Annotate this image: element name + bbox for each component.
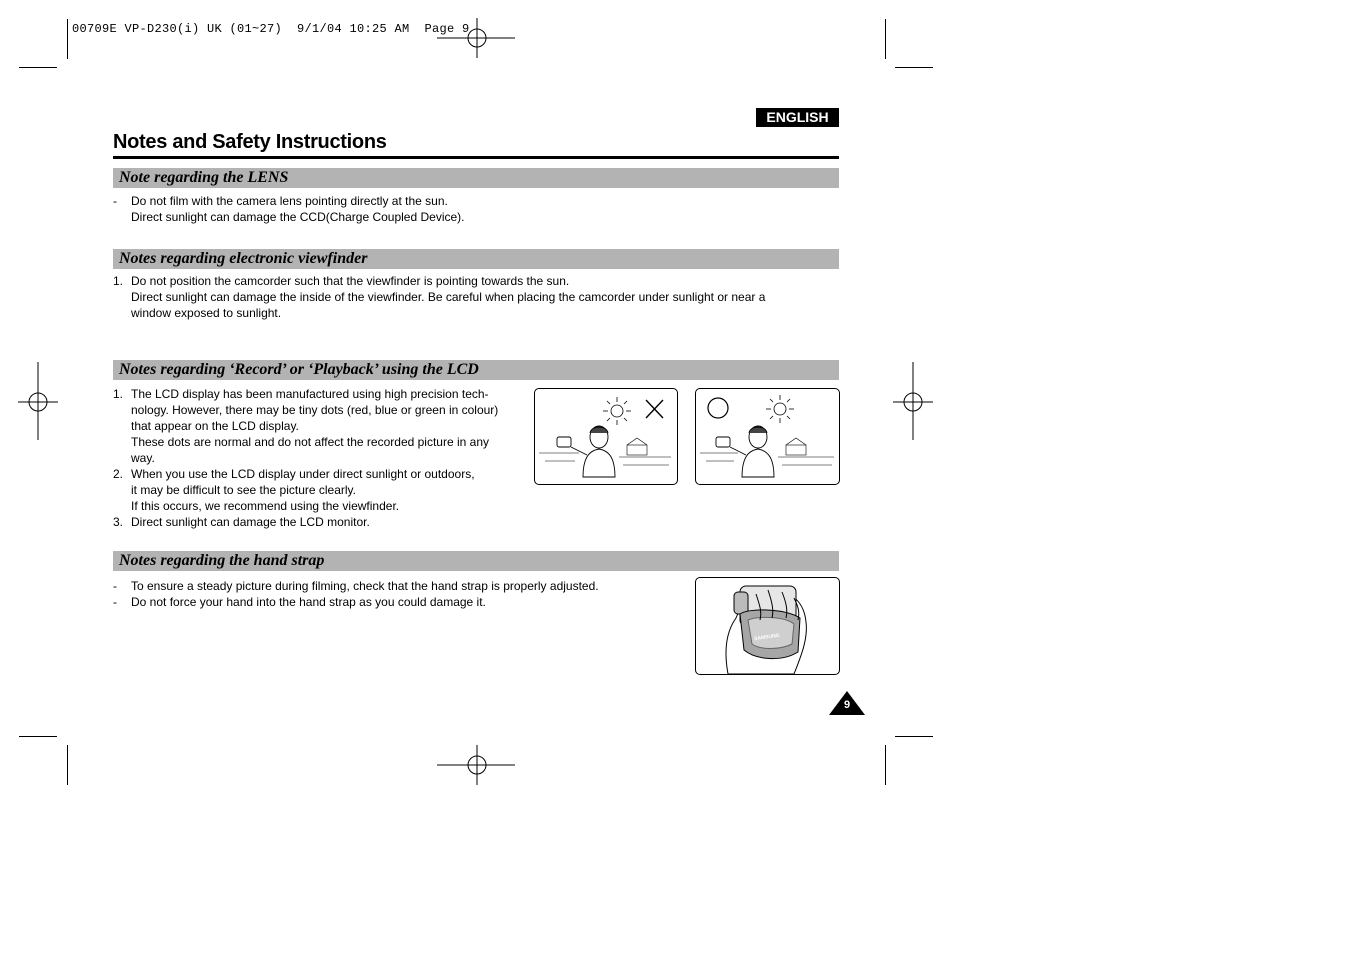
list-marker: - [113,194,117,208]
section-heading-viewfinder [113,249,839,269]
list-item [113,514,533,530]
sun-user-scene-illustration [535,389,677,484]
person-with-camcorder-icon [716,426,774,477]
list-item [113,386,533,466]
title-rule [113,156,839,159]
section-heading-lcd [113,360,839,380]
crop-mark [19,736,57,737]
text-line: that appear on the LCD display. [131,419,299,433]
text-line: Direct sunlight can damage the LCD monitor. [131,515,370,529]
list-marker: 3. [113,515,124,529]
registration-mark-left [18,362,58,442]
illustration-hand-strap [695,577,840,675]
section-heading-text: Notes regarding ‘Record’ or ‘Playback’ using the LCD [119,361,479,378]
section-heading-lens [113,168,839,188]
list-item [113,594,683,610]
section-body-lcd [113,386,533,530]
list-marker: 1. [113,274,124,288]
text-line: These dots are normal and do not affect the recorded picture in any [131,435,489,449]
cross-icon [646,400,663,418]
crop-mark [885,19,886,59]
sun-icon [766,395,794,423]
section-heading-text: Note regarding the LENS [119,169,289,186]
hand-holding-camcorder-illustration [696,578,839,674]
registration-mark-bottom [437,745,517,785]
illustration-lcd-incorrect [534,388,678,485]
text-line: To ensure a steady picture during filming, check that the hand strap is properly adjusted. [131,579,599,593]
crop-mark [895,67,933,68]
list-marker: 2. [113,467,124,481]
text-line: Do not film with the camera lens pointing directly at the sun. [131,194,448,208]
crop-mark [67,19,68,59]
text-line: The LCD display has been manufactured using high precision tech- [131,387,489,401]
crop-mark [19,67,57,68]
list-item [113,193,839,225]
text-line: Do not force your hand into the hand strap as you could damage it. [131,595,486,609]
text-line: Direct sunlight can damage the inside of the viewfinder. Be careful when placing the camcorder under sunlight or near a [131,290,766,304]
crop-mark [885,745,886,785]
list-marker: - [113,579,117,593]
text-line: way. [131,451,155,465]
page-title: Notes and Safety Instructions [113,131,387,153]
strap-brand-text: SAMSUNG [753,632,781,643]
list-item [113,578,683,594]
list-item [113,466,533,514]
section-body-hand-strap [113,578,683,610]
sun-icon [603,397,631,425]
text-line: Direct sunlight can damage the CCD(Charge Coupled Device). [131,210,465,224]
section-body-viewfinder [113,273,839,321]
illustration-lcd-correct [695,388,840,485]
text-line: it may be difficult to see the picture clearly. [131,483,356,497]
list-marker: 1. [113,387,124,401]
section-heading-hand-strap [113,551,839,571]
section-heading-text: Notes regarding the hand strap [119,552,325,569]
crop-mark [67,745,68,785]
circle-ok-icon [708,398,728,418]
language-badge: ENGLISH [756,108,839,127]
list-item [113,273,839,321]
text-line: Do not position the camcorder such that the viewfinder is pointing towards the sun. [131,274,570,288]
page-number: 9 [843,699,851,711]
print-header: 00709E VP-D230(i) UK (01~27) 9/1/04 10:25 AM Page 9 [72,22,470,36]
text-line: nology. However, there may be tiny dots (red, blue or green in colour) [131,403,499,417]
list-marker: - [113,595,117,609]
crop-mark [895,736,933,737]
person-with-camcorder-icon [557,426,615,477]
text-line: If this occurs, we recommend using the viewfinder. [131,499,400,513]
page-number-badge [828,690,866,716]
section-body-lens [113,193,839,225]
text-line: window exposed to sunlight. [131,306,282,320]
text-line: When you use the LCD display under direct sunlight or outdoors, [131,467,475,481]
registration-mark-right [893,362,933,442]
section-heading-text: Notes regarding electronic viewfinder [119,250,368,267]
sun-user-scene-illustration [696,389,839,484]
